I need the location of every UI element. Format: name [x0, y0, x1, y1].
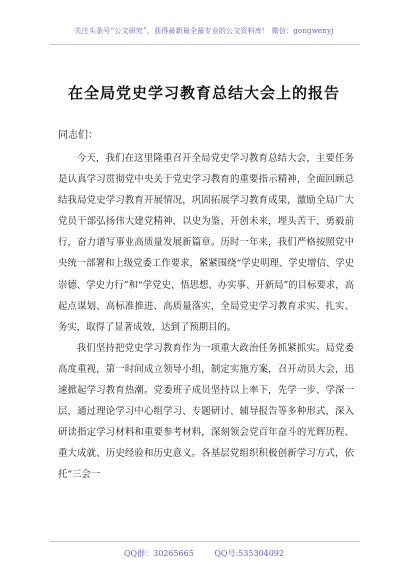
salutation: 同志们： — [58, 130, 98, 141]
qq-number-text: QQ号:535304092 — [214, 549, 284, 558]
header-banner: 关注头条号“公文研究”，获得最新最全最专业的公文资料库！ 微信：gongwenyj — [74, 27, 334, 35]
document-body — [58, 126, 354, 486]
paragraph-1: 今天，我们在这里隆重召开全局党史学习教育总结大会，主要任务是认真学习贯彻党中央关于党史学习教育的重要指示精神，全面回顾总结我局党史学习教育开展情况，巩固拓展学习教育成果，激励全局广大党员干部弘扬伟大建党精神，以史为鉴、开创未来，埋头苦干、勇毅前行，奋力谱写事业高质量发展新篇章。历时一年来，我们严格按照党中央统一部署和上级党委工作要求，紧紧围绕“学史明理、学史增信、学史崇德、学史力行”和“学党史、悟思想、办实事、开新局”的目标要求，高起点谋划、高标准推进、高质量落实，全局党史学习教育求实、扎实、务实，取得了显著成效，达到了预期目的。 — [58, 153, 354, 333]
footer-contacts — [0, 548, 408, 559]
header-divider — [50, 44, 360, 45]
document-title: 在全局党史学习教育总结大会上的报告 — [67, 84, 340, 102]
qq-group-text: QQ群：30265665 — [123, 549, 194, 558]
paragraph-2: 我们坚持把党史学习教育作为一项重大政治任务抓紧抓实。局党委高度重视，第一时间成立领导小组，制定实施方案，召开动员大会，迅速掀起学习教育热潮。党委班子成员坚持以上率下，先学一步、学深一层，通过理论学习中心组学习、专题研讨、辅导报告等多种形式，深入研读指定学习材料和重要参考材料，深刻领会党百年奋斗的光辉历程、重大成就、历史经验和历史意义。各基层党组织积极创新学习方式，依托“三会一 — [58, 342, 354, 481]
footer-divider — [50, 541, 360, 542]
